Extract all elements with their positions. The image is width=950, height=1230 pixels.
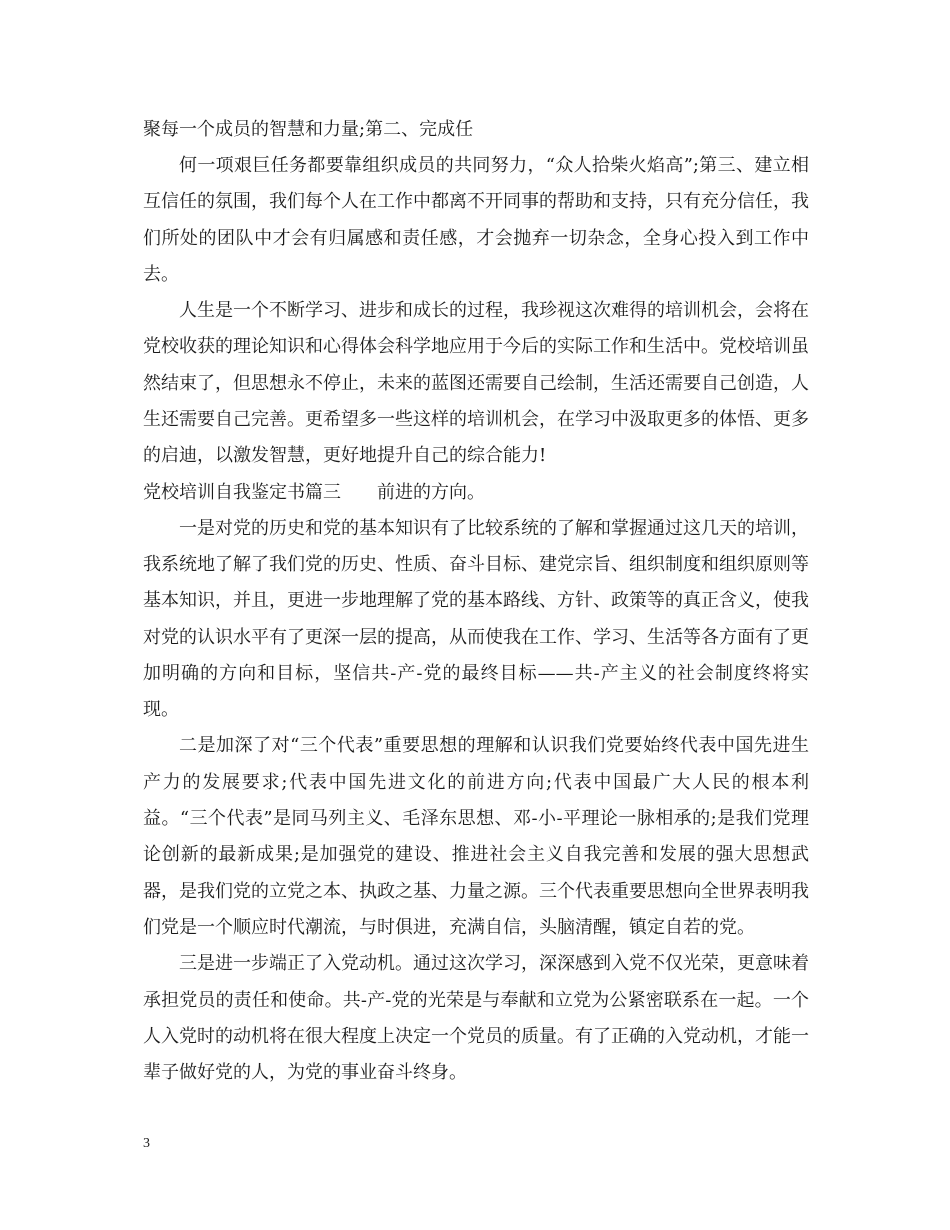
paragraph-party-history: 一是对党的历史和党的基本知识有了比较系统的了解和掌握通过这几天的培训，我系统地了解了我们党的历史、性质、奋斗目标、建党宗旨、组织制度和组织原则等基本知识，并且，更进一步地理解了党的基本路线、方针、政策等的真正含义，使我对党的认识水平有了更深一层的提高，从而使我在工作、学习、生活等各方面有了更加明确的方向和目标，坚信共-产-党的最终目标——共-产主义的社会制度终将实现。 (143, 517, 809, 721)
continuation-line: 聚每一个成员的智慧和力量;第二、完成任 (143, 119, 474, 140)
paragraph-three-represents: 二是加深了对“三个代表”重要思想的理解和认识我们党要始终代表中国先进生产力的发展要求;代表中国先进文化的前进方向;代表中国最广大人民的根本利益。“三个代表”是同马列主义、毛泽东思想、邓-小-平理论一脉相承的;是我们党理论创新的最新成果;是加强党的建设、推进社会主义自我完善和发展的强大思想武器，是我们党的立党之本、执政之基、力量之源。三个代表重要思想向全世界表明我们党是一个顺应时代潮流，与时俱进，充满自信，头脑清醒，镇定自若的党。 (143, 735, 809, 938)
paragraph-learning: 人生是一个不断学习、进步和成长的过程，我珍视这次难得的培训机会，会将在党校收获的理论知识和心得体会科学地应用于今后的实际工作和生活中。党校培训虽然结束了，但思想永不停止，未来的蓝图还需要自己绘制，生活还需要自己创造，人生还需要自己完善。更希望多一些这样的培训机会，在学习中汲取更多的体悟、更多的启迪，以激发智慧，更好地提升自己的综合能力! (143, 300, 809, 467)
paragraph-motivation: 三是进一步端正了入党动机。通过这次学习，深深感到入党不仅光荣，更意味着承担党员的责任和使命。共-产-党的光荣是与奉献和立党为公紧密联系在一起。一个人入党时的动机将在很大程度上决定一个党员的质量。有了正确的入党动机，才能一辈子做好党的人，为党的事业奋斗终身。 (143, 953, 809, 1084)
page-number: 3 (143, 1136, 150, 1151)
paragraph-teamwork: 何一项艰巨任务都要靠组织成员的共同努力，“众人拾柴火焰高”;第三、建立相互信任的氛围，我们每个人在工作中都离不开同事的帮助和支持，只有充分信任，我们所处的团队中才会有归属感和责任感，才会抛弃一切杂念，全身心投入到工作中去。 (143, 155, 809, 285)
section-heading: 党校培训自我鉴定书篇三 前进的方向。 (143, 481, 485, 503)
document-body (143, 112, 809, 1091)
